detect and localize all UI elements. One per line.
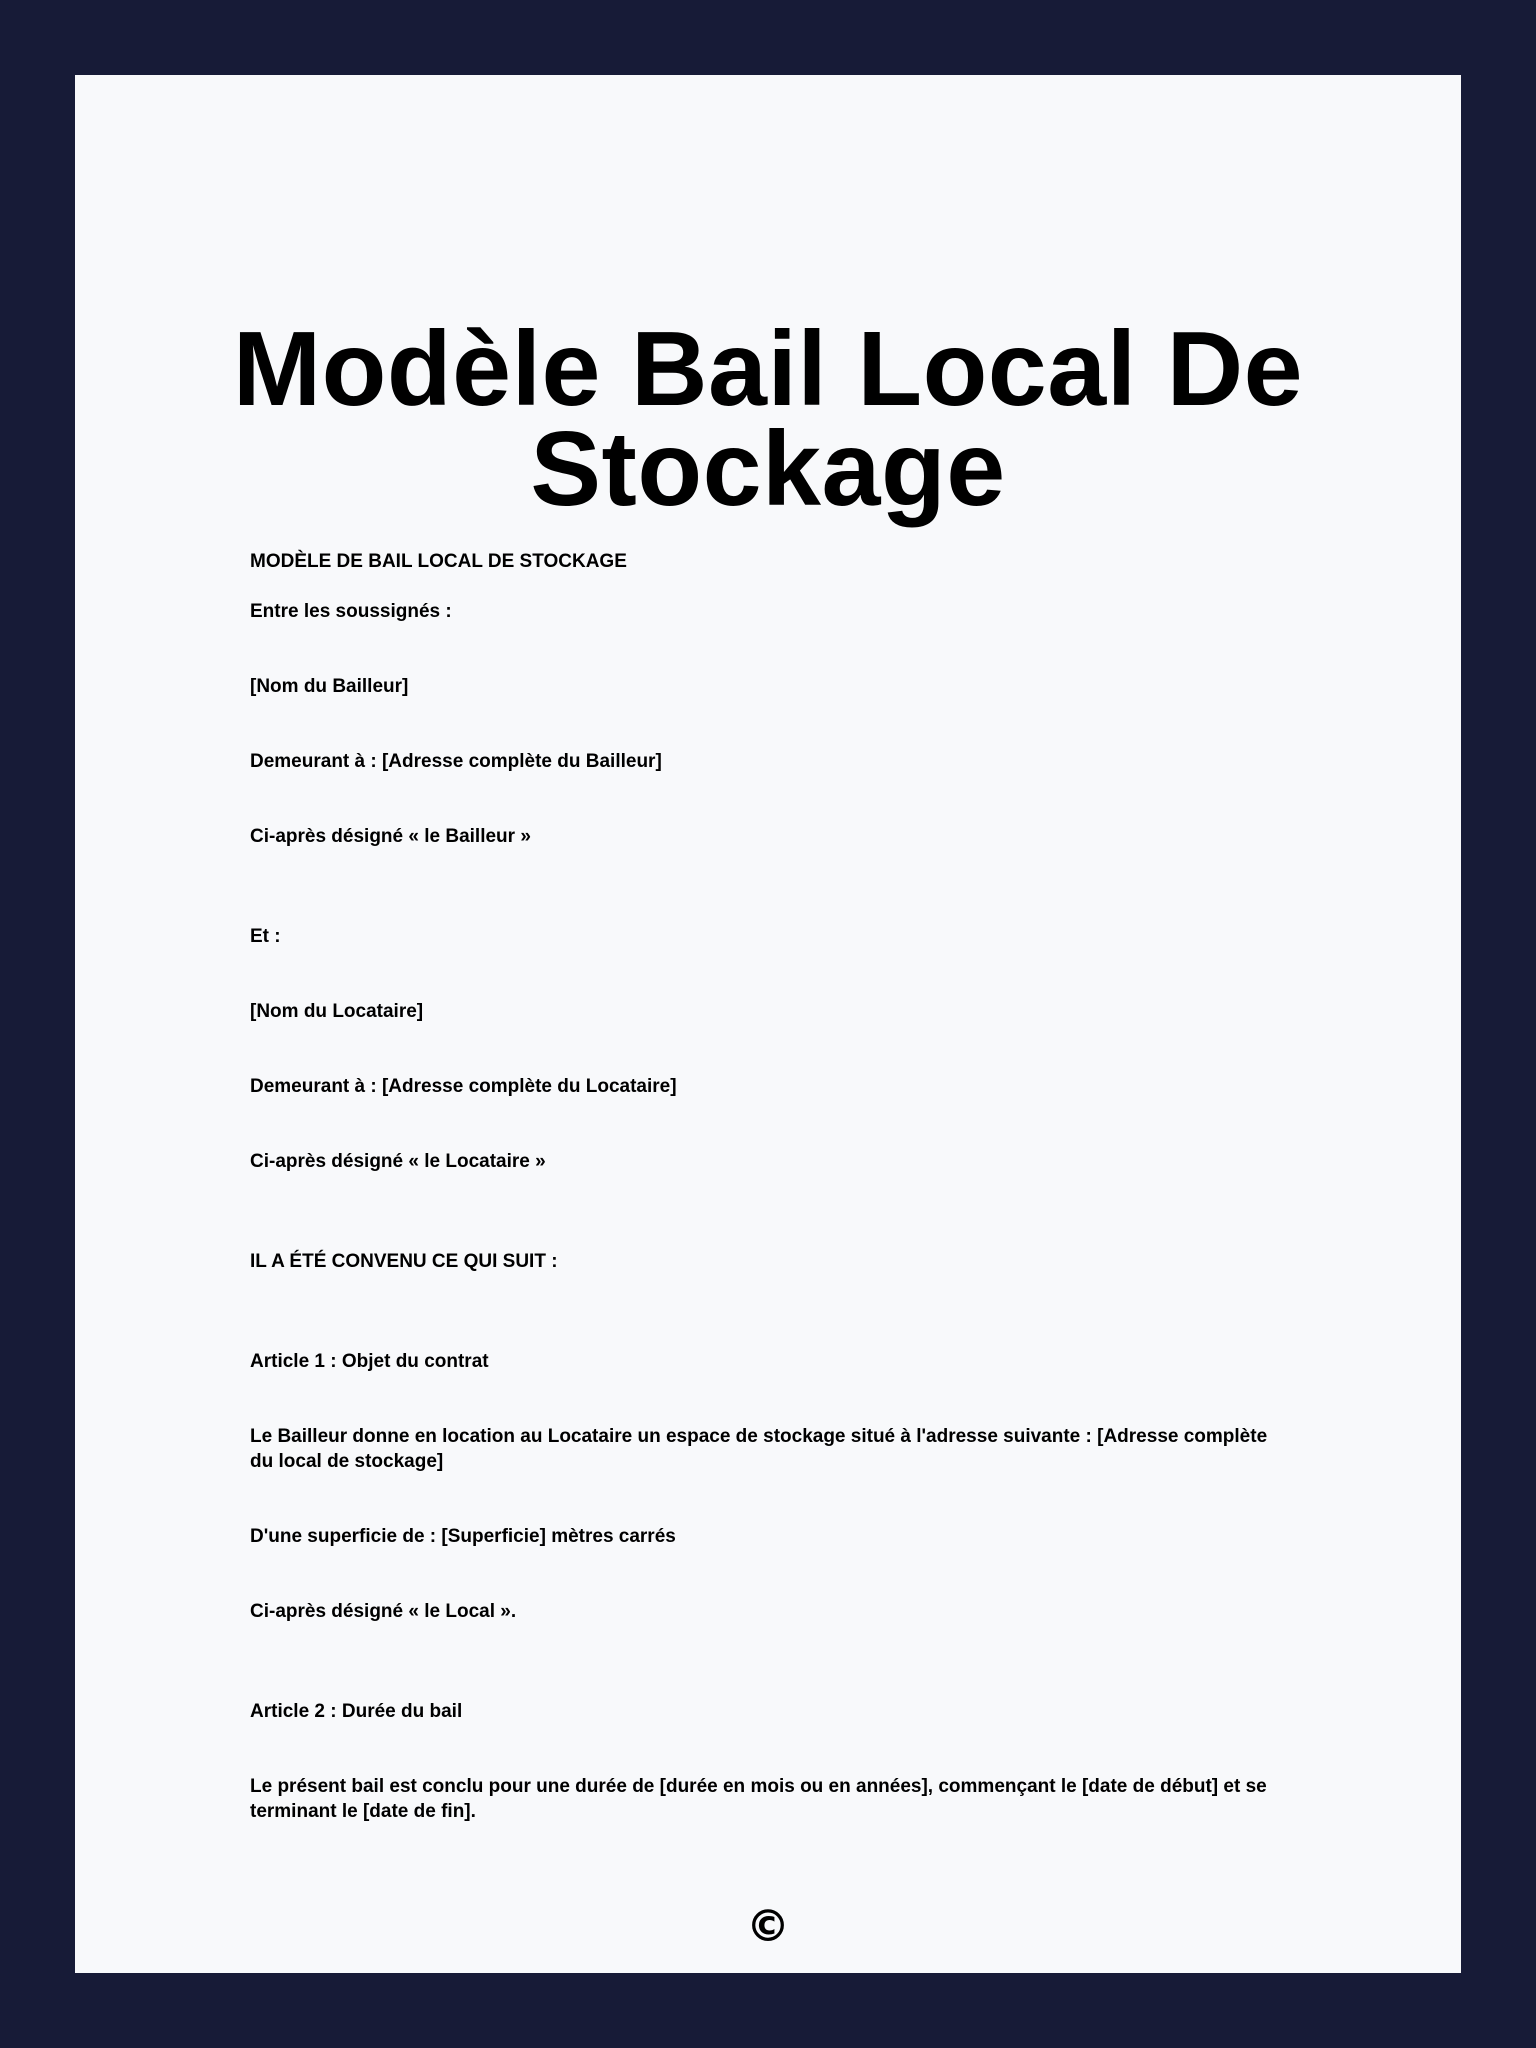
intro-text: Entre les soussignés :	[250, 601, 452, 622]
article1-area: D'une superficie de : [Superficie] mètres carrés	[250, 1526, 676, 1547]
article1-text: Le Bailleur donne en location au Locataire un espace de stockage situé à l'adresse suivante : [Adresse complète du local de stockage]	[250, 1426, 1268, 1472]
bailleur-address: Demeurant à : [Adresse complète du Bailleur]	[250, 751, 662, 772]
article1-title: Article 1 : Objet du contrat	[250, 1351, 489, 1372]
article1-designation: Ci-après désigné « le Local ».	[250, 1601, 517, 1622]
document-page	[75, 75, 1461, 1973]
copyright-icon: ©	[746, 1901, 790, 1952]
agreement-heading: IL A ÉTÉ CONVENU CE QUI SUIT :	[250, 1251, 558, 1272]
locataire-address: Demeurant à : [Adresse complète du Locataire]	[250, 1076, 677, 1097]
article2-title: Article 2 : Durée du bail	[250, 1701, 463, 1722]
article2-text: Le présent bail est conclu pour une durée de [durée en mois ou en années], commençant le [date de début] et se terminant le [date de fin].	[250, 1776, 1267, 1822]
bailleur-name: [Nom du Bailleur]	[250, 676, 409, 697]
and-text: Et :	[250, 926, 281, 947]
contract-heading: MODÈLE DE BAIL LOCAL DE STOCKAGE	[250, 551, 627, 572]
document-title: Modèle Bail Local De Stockage	[232, 310, 1304, 528]
locataire-name: [Nom du Locataire]	[250, 1001, 424, 1022]
locataire-designation: Ci-après désigné « le Locataire »	[250, 1151, 546, 1172]
bailleur-designation: Ci-après désigné « le Bailleur »	[250, 826, 531, 847]
